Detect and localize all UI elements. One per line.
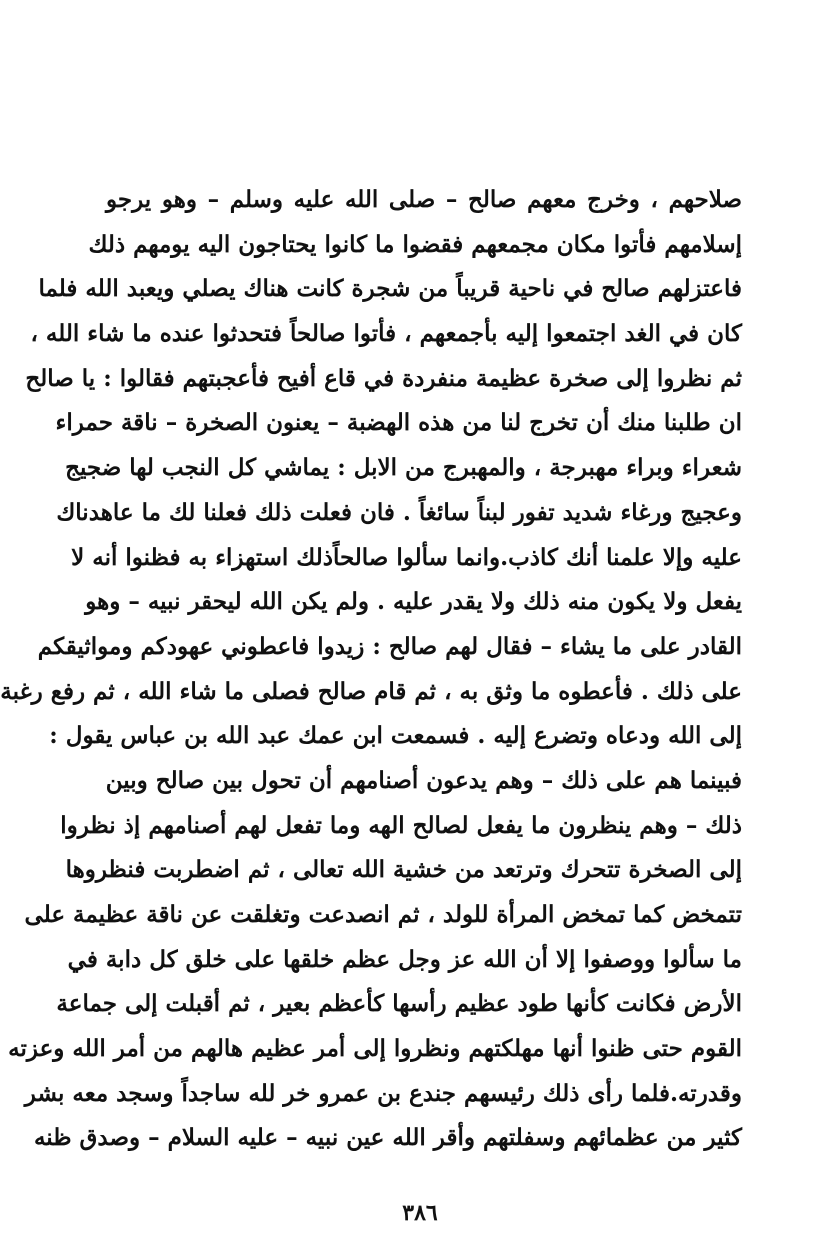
text-line-22: كثير من عظمائهم وسفلتهم وأقر الله عين نبيه – عليه السلام – وصدق ظنه [33, 1124, 742, 1152]
page-number: ٣٨٦ [402, 1200, 438, 1226]
text-line-21: وقدرته.فلما رأى ذلك رئيسهم جندع بن عمرو خر لله ساجداً وسجد معه بشر [24, 1079, 742, 1107]
text-line-1: صلاحهم ، وخرج معهم صالح – صلى الله عليه وسلم – وهو يرجو [106, 186, 742, 213]
body-text [0, 178, 742, 1161]
text-line-17: تتمخض كما تمخض المرأة للولد ، ثم انصدعت وتغلقت عن ناقة عظيمة على [24, 901, 742, 928]
text-line-8: وعجيج ورغاء شديد تفور لبناً سائغاً . فان فعلت ذلك فعلنا لك ما عاهدناك [56, 498, 742, 526]
text-line-3: فاعتزلهم صالح في ناحية قريباً من شجرة كانت هناك يصلي ويعبد الله فلما [38, 275, 742, 303]
text-line-11: القادر على ما يشاء – فقال لهم صالح : زيدوا فاعطوني عهودكم ومواثيقكم [37, 632, 742, 660]
text-line-12: على ذلك . فأعطوه ما وثق به ، ثم قام صالح فصلى ما شاء الله ، ثم رفع رغبة [0, 677, 742, 705]
text-line-10: يفعل ولا يكون منه ذلك ولا يقدر عليه . ولم يكن الله ليحقر نبيه – وهو [85, 588, 742, 616]
text-line-13: إلى الله ودعاه وتضرع إليه . فسمعت ابن عمك عبد الله بن عباس يقول : [49, 722, 742, 750]
text-line-5: ثم نظروا إلى صخرة عظيمة منفردة في قاع أفيح فأعجبتهم فقالوا : يا صالح [25, 364, 742, 392]
text-line-6: ان طلبنا منك أن تخرج لنا من هذه الهضبة – يعنون الصخرة – ناقة حمراء [55, 409, 742, 437]
text-line-20: القوم حتى ظنوا أنها مهلكتهم ونظروا إلى أمر عظيم هالهم من أمر الله وعزته [8, 1035, 742, 1063]
text-line-2: إسلامهم فأتوا مكان مجمعهم فقضوا ما كانوا يحتاجون اليه يومهم ذلك [88, 230, 742, 258]
text-line-16: إلى الصخرة تتحرك وترتعد من خشية الله تعالى ، ثم اضطربت فنظروها [65, 856, 742, 884]
text-line-15: ذلك – وهم ينظرون ما يفعل لصالح الهه وما تفعل لهم أصنامهم إذ نظروا [60, 811, 742, 839]
text-line-18: ما سألوا ووصفوا إلا أن الله عز وجل عظم خلقها على خلق كل دابة في [67, 945, 742, 973]
text-line-4: كان في الغد اجتمعوا إليه بأجمعهم ، فأتوا صالحاً فتحدثوا عنده ما شاء الله ، [30, 320, 742, 348]
text-line-19: الأرض فكانت كأنها طود عظيم رأسها كأعظم بعير ، ثم أقبلت إلى جماعة [56, 990, 742, 1018]
text-line-9: عليه وإلا علمنا أنك كاذب.وانما سألوا صالحاًذلك استهزاء به فظنوا أنه لا [71, 543, 742, 571]
text-line-7: شعراء وبراء مهبرجة ، والمهبرج من الابل : يماشي كل النجب لها ضجيج [65, 454, 742, 482]
text-line-14: فبينما هم على ذلك – وهم يدعون أصنامهم أن تحول بين صالح وبين [105, 766, 742, 794]
